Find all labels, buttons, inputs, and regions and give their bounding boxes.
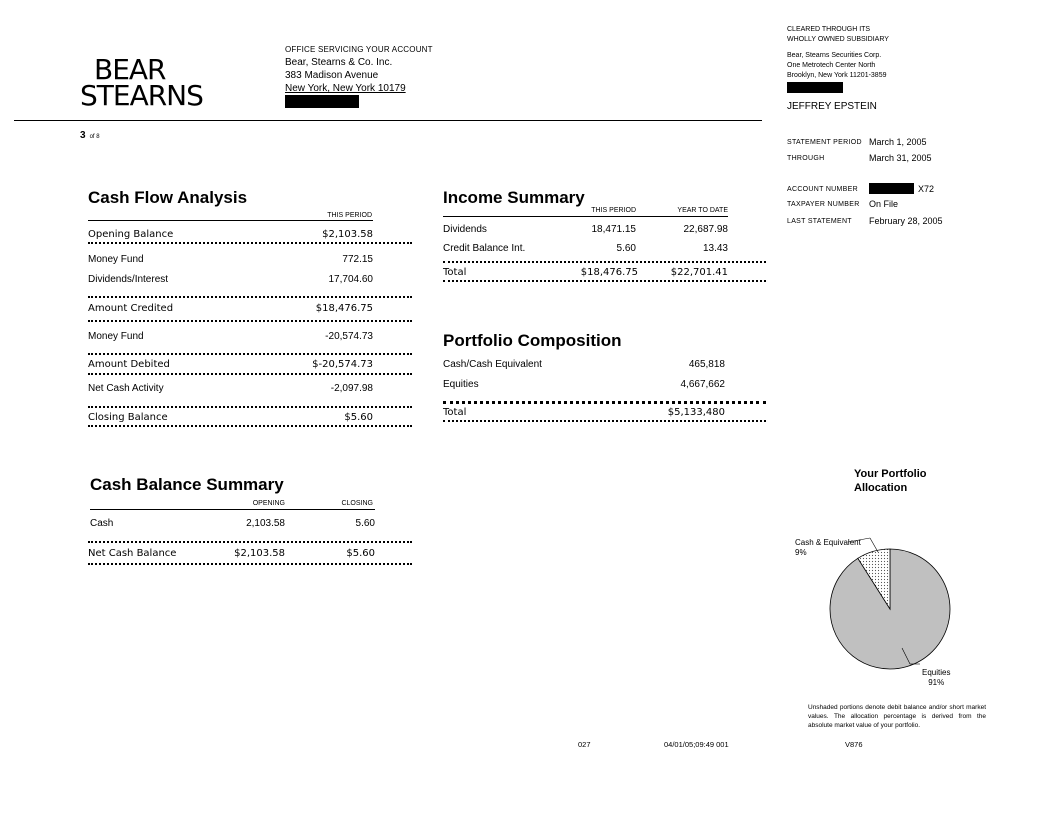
- income-section: [443, 188, 585, 208]
- dotted-rule: [88, 373, 412, 375]
- page-total: of 8: [89, 134, 100, 140]
- office-header: OFFICE SERVICING YOUR ACCOUNT: [285, 45, 433, 54]
- cash-flow-value: $18,476.75: [315, 303, 373, 314]
- income-col-ytd: YEAR TO DATE: [677, 207, 728, 214]
- clearing-address2: Brooklyn, New York 11201-3859: [787, 72, 887, 79]
- office-name: Bear, Stearns & Co. Inc.: [285, 57, 393, 68]
- portfolio-label: Equities: [443, 379, 479, 390]
- redaction-bar: [285, 95, 359, 108]
- clearing-address1: One Metrotech Center North: [787, 62, 876, 69]
- income-ytd-value: 13.43: [702, 243, 728, 254]
- last-statement-value: February 28, 2005: [869, 216, 943, 226]
- statement-period-value: March 1, 2005: [869, 137, 927, 147]
- footer-code1: 027: [578, 740, 591, 749]
- rule: [90, 509, 375, 510]
- dotted-rule: [88, 320, 412, 322]
- income-period-value: 5.60: [616, 243, 636, 254]
- allocation-title-line2: Allocation: [854, 482, 908, 494]
- header-rule: [14, 120, 762, 121]
- dotted-rule: [88, 296, 412, 298]
- cash-balance-closing: 5.60: [355, 518, 375, 529]
- dotted-rule: [88, 425, 412, 427]
- cash-balance-opening: $2,103.58: [234, 548, 285, 559]
- rule: [443, 216, 728, 217]
- allocation-note: Unshaded portions denote debit balance and/or short market values. The allocation percentage is derived from the absolute market value of your portfolio.: [808, 704, 986, 729]
- cash-balance-col-closing: CLOSING: [341, 500, 373, 507]
- income-title: Income Summary: [443, 188, 585, 207]
- portfolio-label: Total: [443, 407, 467, 418]
- cash-flow-label: Opening Balance: [88, 229, 174, 240]
- cash-flow-label: Money Fund: [88, 254, 144, 265]
- cash-balance-label: Net Cash Balance: [88, 548, 177, 559]
- cash-leader-line: [870, 538, 878, 552]
- dotted-rule: [88, 406, 412, 408]
- cash-flow-label: Money Fund: [88, 331, 144, 342]
- cash-balance-label: Cash: [90, 518, 114, 529]
- income-period-value: $18,476.75: [580, 267, 638, 278]
- dotted-rule: [88, 242, 412, 244]
- portfolio-title: Portfolio Composition: [443, 331, 622, 350]
- taxpayer-value: On File: [869, 199, 899, 209]
- statement-period-label: STATEMENT PERIOD: [787, 139, 862, 146]
- dotted-rule: [88, 563, 412, 565]
- account-number-label: ACCOUNT NUMBER: [787, 186, 858, 193]
- cash-balance-closing: $5.60: [346, 548, 375, 559]
- cash-flow-value: -2,097.98: [330, 383, 373, 394]
- redaction-bar: [869, 183, 914, 194]
- cash-flow-value: $-20,574.73: [312, 359, 373, 370]
- dotted-rule: [88, 353, 412, 355]
- pie-label-cash: [795, 538, 861, 558]
- last-statement-label: LAST STATEMENT: [787, 218, 852, 225]
- income-col-period: THIS PERIOD: [591, 207, 636, 214]
- cash-flow-label: Net Cash Activity: [88, 383, 164, 394]
- cash-flow-label: Amount Credited: [88, 303, 174, 314]
- cash-flow-value: -20,574.73: [325, 331, 373, 342]
- dotted-rule: [443, 420, 766, 422]
- footer-code2: V876: [845, 740, 863, 749]
- cash-flow-value: 772.15: [342, 254, 373, 265]
- portfolio-value: 465,818: [688, 359, 725, 370]
- through-label: THROUGH: [787, 155, 825, 162]
- office-address2: New York, New York 10179: [285, 83, 406, 94]
- pie-label-cash-name: Cash & Equivalent: [795, 538, 861, 547]
- cash-flow-col-header: THIS PERIOD: [327, 212, 372, 219]
- cash-balance-section: [90, 475, 284, 495]
- dotted-rule: [443, 280, 766, 282]
- income-label: Dividends: [443, 224, 487, 235]
- clearing-line2: WHOLLY OWNED SUBSIDIARY: [787, 36, 889, 43]
- office-address1: 383 Madison Avenue: [285, 70, 379, 81]
- income-ytd-value: 22,687.98: [683, 224, 728, 235]
- cash-flow-section: [88, 188, 412, 208]
- redaction-bar: [787, 82, 843, 93]
- dotted-rule: [443, 401, 766, 404]
- clearing-name: Bear, Stearns Securities Corp.: [787, 52, 882, 59]
- income-label: Credit Balance Int.: [443, 243, 526, 254]
- allocation-title: [854, 467, 927, 495]
- cash-balance-opening: 2,103.58: [246, 518, 285, 529]
- income-period-value: 18,471.15: [591, 224, 636, 235]
- income-ytd-value: $22,701.41: [670, 267, 728, 278]
- cash-flow-value: $2,103.58: [322, 229, 373, 240]
- portfolio-value: $5,133,480: [667, 407, 725, 418]
- cash-flow-value: 17,704.60: [328, 274, 373, 285]
- rule: [88, 220, 373, 221]
- cash-flow-label: Amount Debited: [88, 359, 170, 370]
- footer-timestamp: 04/01/05;09:49 001: [664, 740, 729, 749]
- cash-balance-title: Cash Balance Summary: [90, 475, 284, 494]
- clearing-line1: CLEARED THROUGH ITS: [787, 26, 871, 33]
- clearing-block: [787, 25, 889, 97]
- pie-label-equities-name: Equities: [922, 668, 951, 677]
- portfolio-section: [443, 331, 621, 351]
- pie-label-cash-pct: 9%: [795, 548, 807, 557]
- pie-label-equities: [922, 668, 950, 688]
- portfolio-label: Cash/Cash Equivalent: [443, 359, 542, 370]
- cash-flow-label: Closing Balance: [88, 412, 168, 423]
- account-holder: JEFFREY EPSTEIN: [787, 101, 877, 112]
- account-number-suffix: X72: [918, 184, 935, 194]
- cash-flow-title: Cash Flow Analysis: [88, 188, 248, 207]
- page-current: 3: [80, 130, 86, 141]
- dotted-rule: [443, 261, 766, 263]
- pie-label-equities-pct: 91%: [928, 678, 945, 687]
- logo-line2: STEARNS: [80, 79, 203, 112]
- cash-balance-col-opening: OPENING: [252, 500, 285, 507]
- through-value: March 31, 2005: [869, 153, 932, 163]
- allocation-title-line1: Your Portfolio: [854, 468, 927, 480]
- income-label: Total: [443, 267, 467, 278]
- page-number: [80, 130, 100, 141]
- cash-flow-value: $5.60: [344, 412, 373, 423]
- dotted-rule: [88, 541, 412, 543]
- taxpayer-label: TAXPAYER NUMBER: [787, 201, 860, 208]
- bear-stearns-logo: [80, 53, 203, 112]
- portfolio-value: 4,667,662: [680, 379, 725, 390]
- logo-line1: BEAR: [94, 53, 166, 86]
- cash-flow-label: Dividends/Interest: [88, 274, 169, 285]
- office-address-block: [285, 43, 433, 112]
